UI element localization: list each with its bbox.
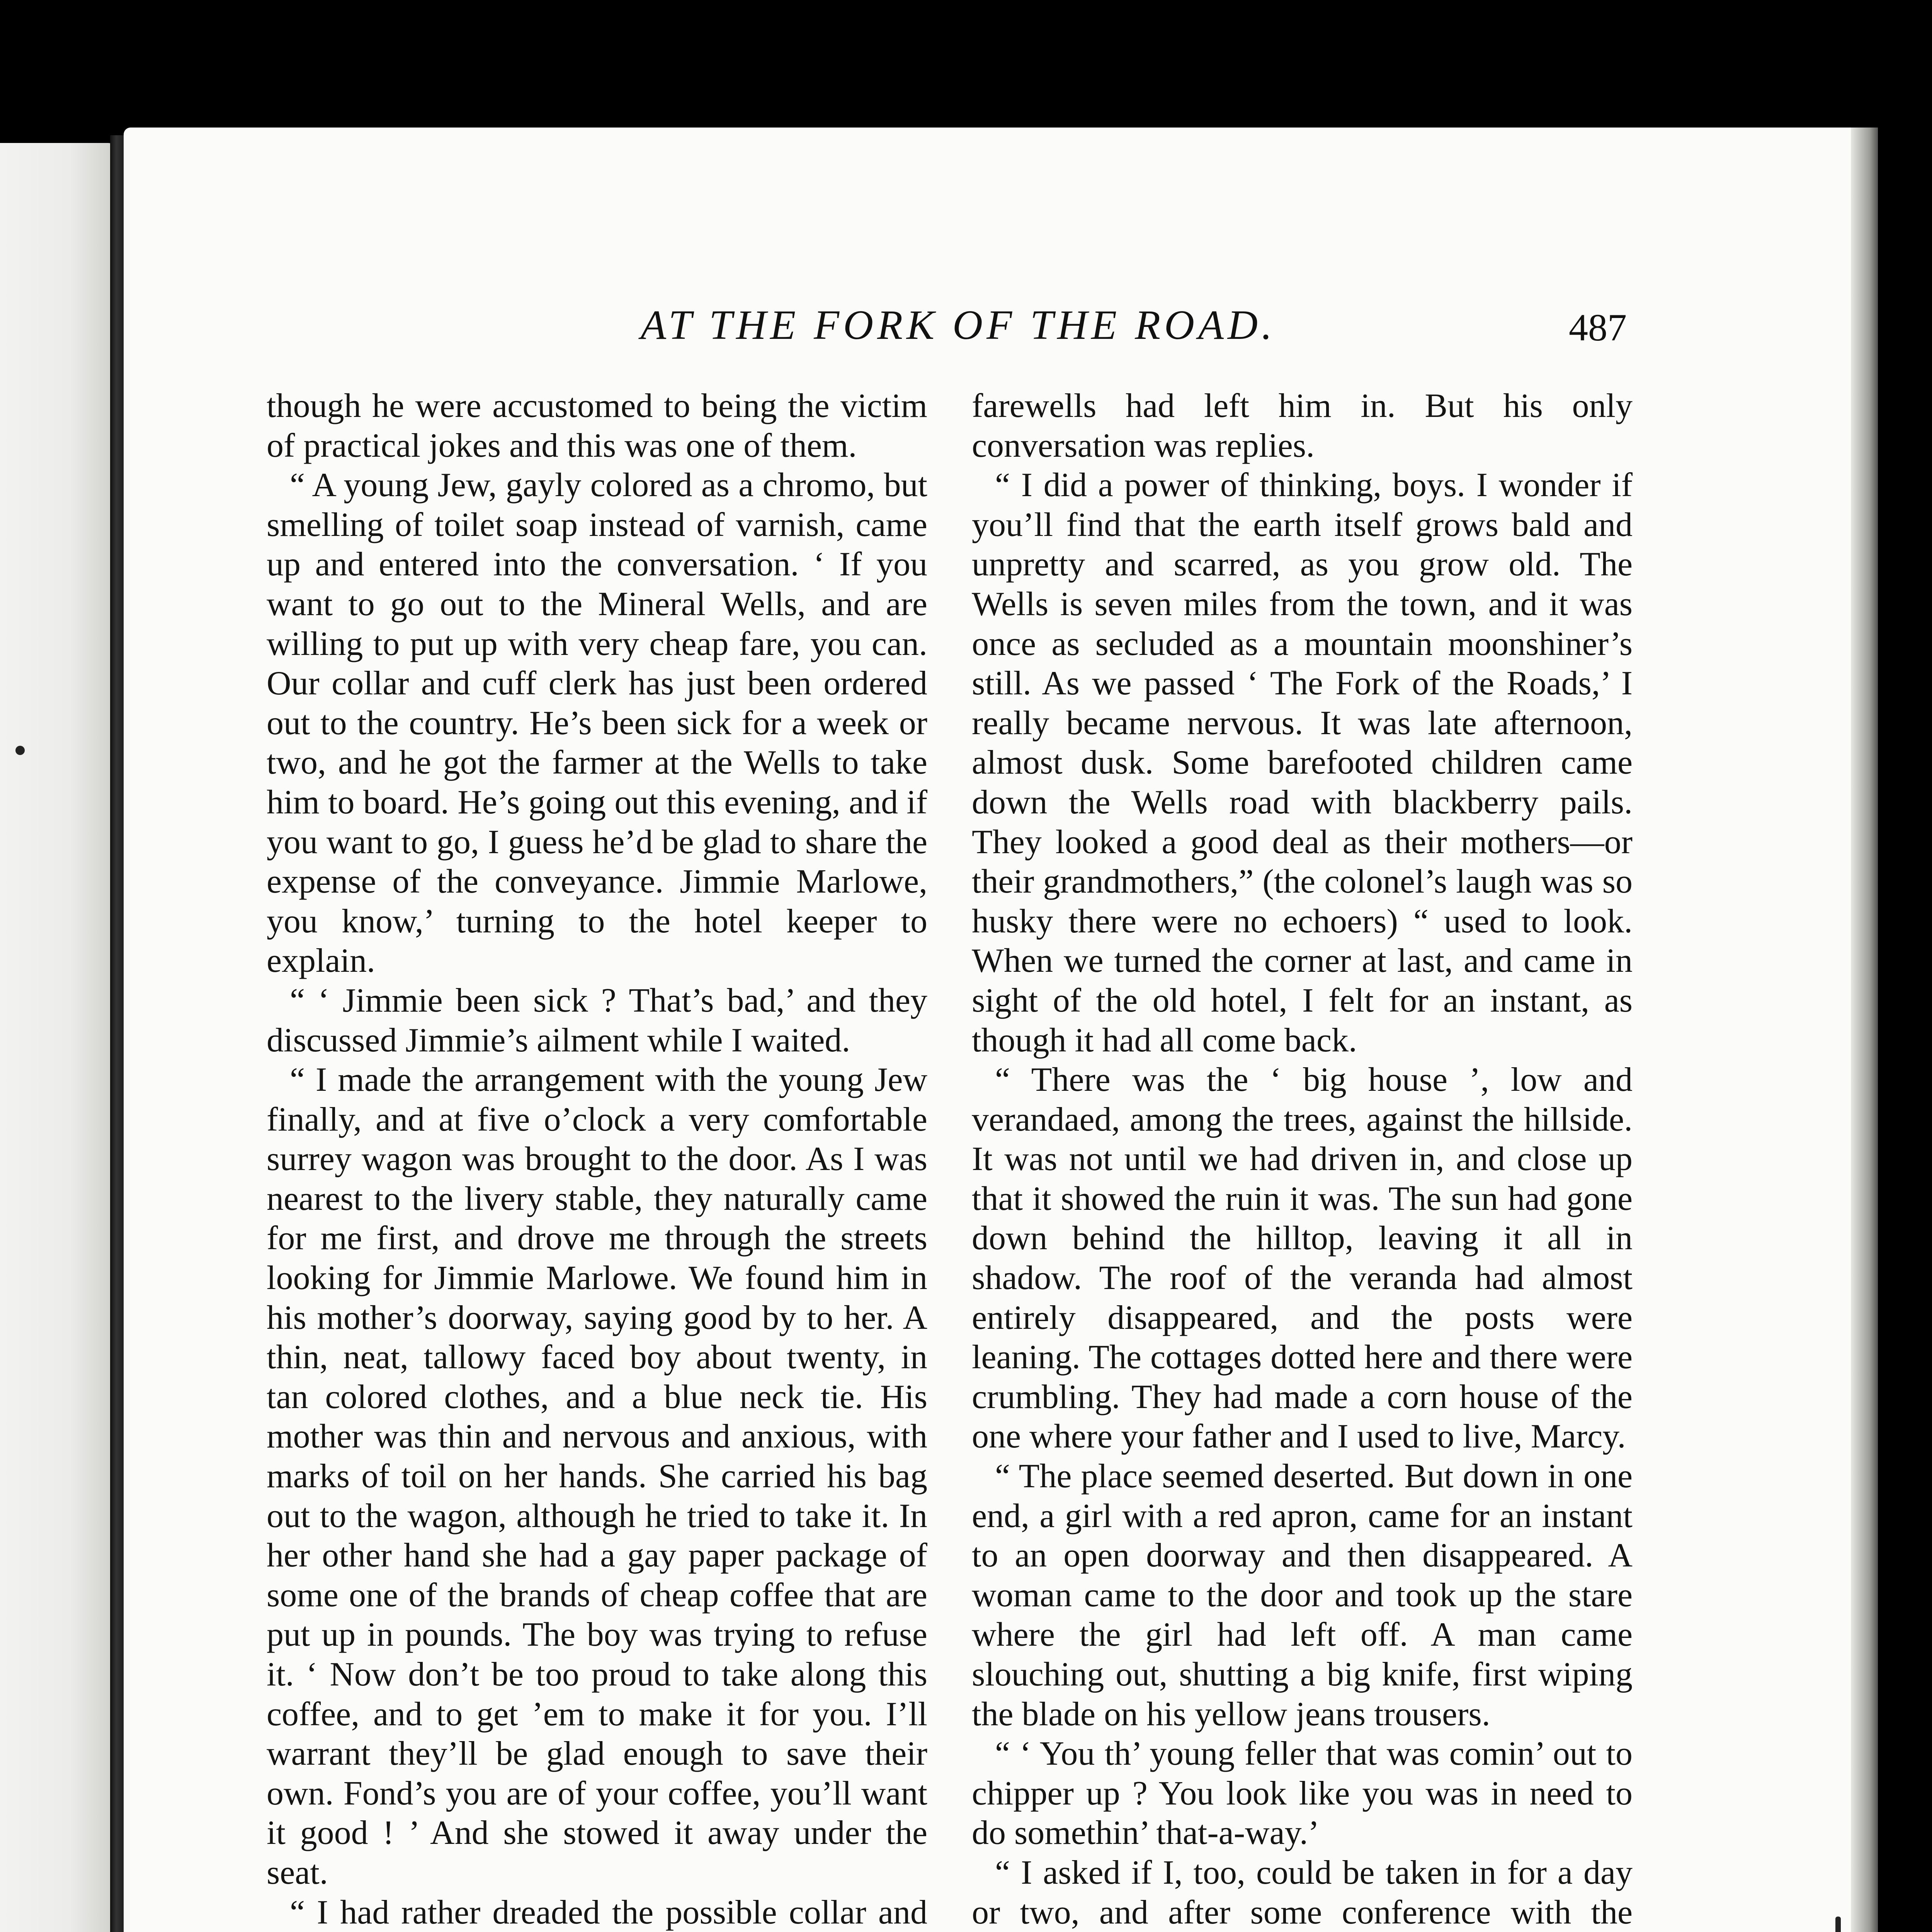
paragraph: though he were accustomed to being the victim of practical jokes and this was one of them. [267, 387, 927, 464]
paragraph: “ ‘ Jimmie been sick ? That’s bad,’ and they discussed Jimmie’s ailment while I waited. [267, 981, 927, 1059]
ink-mark [1835, 1917, 1841, 1932]
page-stack-edge [1851, 128, 1878, 1932]
paragraph: “ There was the ‘ big house ’, low and verandaed, among the trees, against the hillside. It was not until we had driven in, and close up that it showed the ruin it was. The sun had gone down behind the hilltop, leaving it all in shadow. The roof of the veranda had almost entirely disappeared, and the posts were leaning. The cottages dotted here and there were crumbling. They had made a corn house of the one where your father and I used to live, Marcy. [972, 1061, 1633, 1456]
paragraph: “ I made the arrangement with the young Jew finally, and at five o’clock a very comfortable surrey wagon was brought to the door. As I was nearest to the livery stable, they naturally came for me first, and drove me through the streets looking for Jimmie Marlowe. We found him in his mother’s doorway, saying good by to her. A thin, neat, tallowy faced boy about twenty, in tan colored clothes, and a blue neck tie. His mother was thin and nervous and anxious, with marks of toil on her hands. She carried his bag out to the wagon, although he tried to take it. In her other hand she had a gay paper package of some one of the brands of cheap coffee that are put up in pounds. The boy was trying to refuse it. ‘ Now don’t be too proud to take along this coffee, and to get ’em to make it for you. I’ll warrant they’ll be glad enough to save their own. Fond’s you are of your coffee, you’ll want it good ! ’ And she stowed it away under the seat. [267, 1061, 927, 1891]
left-text-column [267, 386, 927, 1932]
paragraph: “ I did a power of thinking, boys. I wonder if you’ll find that the earth itself grows bald and unpretty and scarred, as you grow old. The Wells is seven miles from the town, and it was once as secluded as a mountain moonshiner’s still. As we passed ‘ The Fork of the Roads,’ I really became nervous. It was late afternoon, almost dusk. Some barefooted children came down the Wells road with blackberry pails. They looked a good deal as their mothers—or their grandmothers,” (the colonel’s laugh was so husky there were no echoers) “ used to look. When we turned the corner at last, and came in sight of the old hotel, I felt for an instant, as though it had all come back. [972, 466, 1633, 1059]
paragraph: “ ‘ You th’ young feller that was comin’ out to chipper up ? You look like you was in need to do somethin’ that-a-way.’ [972, 1735, 1633, 1852]
right-text-column [972, 386, 1633, 1932]
paragraph: “ A young Jew, gayly colored as a chromo, but smelling of toilet soap instead of varnish, came up and entered into the conversation. ‘ If you want to go out to the Mineral Wells, and are willing to put up with very cheap fare, you can. Our collar and cuff clerk has just been ordered out to the country. He’s been sick for a week or two, and he got the farmer at the Wells to take him to board. He’s going out this evening, and if you want to go, I guess he’d be glad to share the expense of the conveyance. Jimmie Marlowe, you know,’ turning to the hotel keeper to explain. [267, 466, 927, 980]
paragraph: farewells had left him in. But his only conversation was replies. [972, 387, 1633, 464]
page-number: 487 [1569, 306, 1627, 349]
paragraph: “ I asked if I, too, could be taken in for a day or two, and after some conference with the [972, 1854, 1633, 1931]
facing-page-edge [0, 143, 116, 1932]
paragraph: “ The place seemed deserted. But down in one end, a girl with a red apron, came for an instant to an open doorway and then disappeared. A woman came to the door and took up the stare where the girl had left off. A man came slouching out, shutting a big knife, first wiping the blade on his yellow jeans trousers. [972, 1458, 1633, 1733]
ink-dot [15, 746, 25, 755]
book-gutter [110, 135, 126, 1932]
running-head: AT THE FORK OF THE ROAD. [641, 302, 1276, 348]
paragraph: “ I had rather dreaded the possible collar and [290, 1893, 927, 1931]
